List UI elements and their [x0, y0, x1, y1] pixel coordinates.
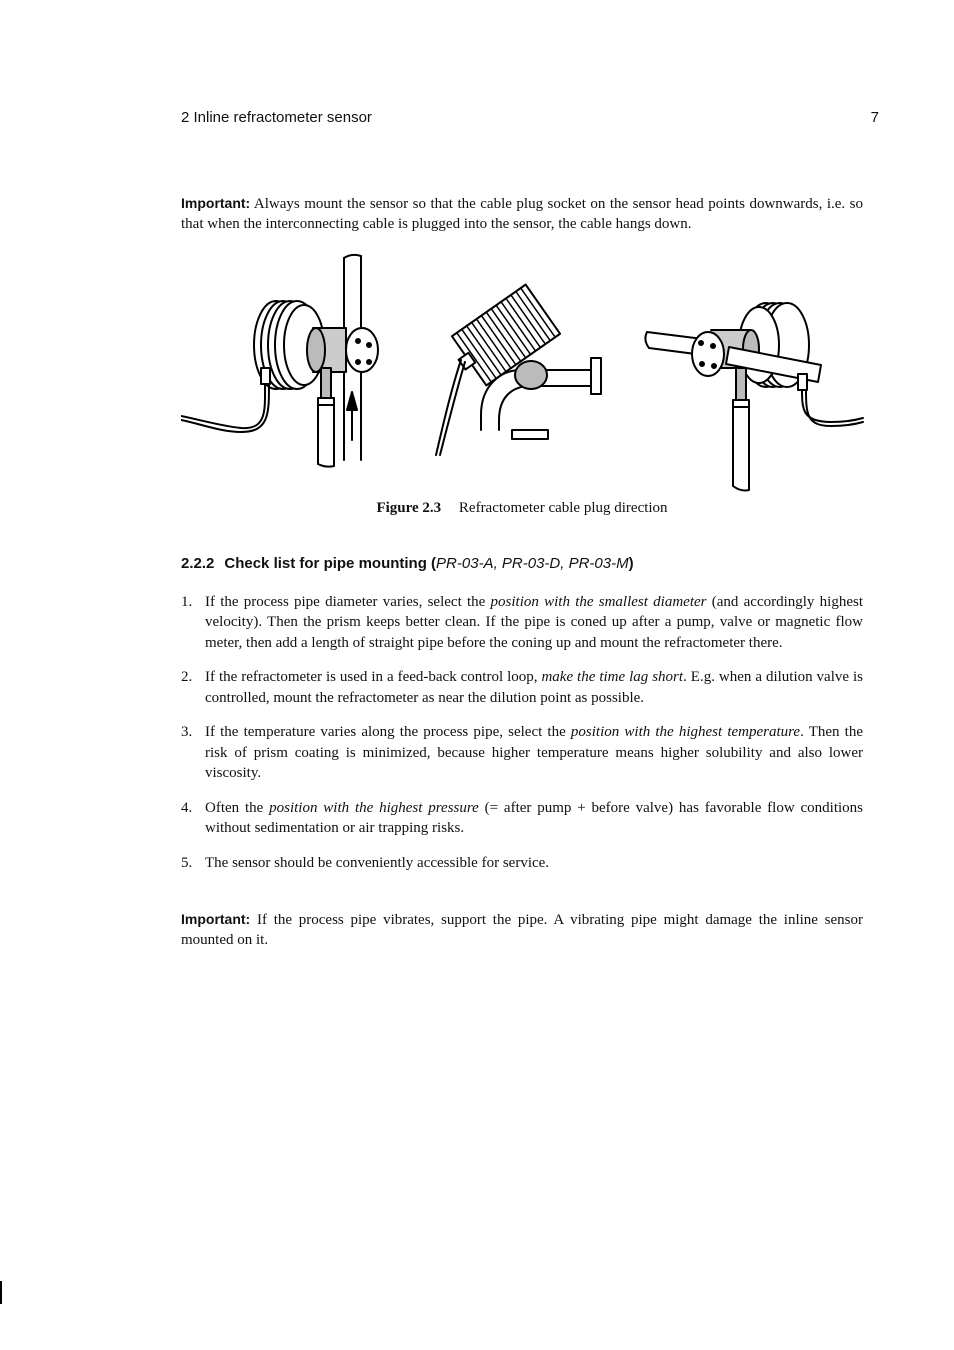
important-label: Important: — [181, 911, 251, 927]
list-text: The sensor should be conveniently accessible for service. — [205, 854, 550, 871]
list-item — [181, 592, 863, 653]
list-item — [181, 667, 863, 708]
section-models: PR-03-A, PR-03-D, PR-03-M — [436, 555, 629, 572]
sensor-vertical-pipe — [181, 255, 378, 467]
figure-caption-text: Refractometer cable plug direction — [458, 500, 668, 516]
list-text: (and accordingly highest velocity). Then the prism keeps better clean. If the pipe is coned up after a pump, valve or magnetic flow meter, then add a length of straight pipe before the coning up and mount the refractometer there. — [205, 594, 863, 651]
figure-caption — [181, 500, 863, 517]
list-item — [181, 722, 863, 783]
section-title: Check list for pipe mounting ( — [224, 555, 437, 572]
list-text: (= after pump + before valve) has favorable flow conditions without sedimentation or air trapping risks. — [205, 799, 863, 837]
list-emphasis: make the time lag short — [541, 669, 684, 686]
list-item — [181, 853, 863, 873]
section-number: 2.2.2 — [181, 555, 215, 572]
list-text: If the process pipe diameter varies, select the — [205, 594, 491, 610]
figure-refractometer-mounting — [181, 250, 871, 495]
list-text: . Then the risk of prism coating is minimized, because higher temperature means higher solubility and also lower viscosity. — [205, 724, 864, 782]
important-note-2 — [181, 909, 863, 951]
important-text: If the process pipe vibrates, support the pipe. A vibrating pipe might damage the inline sensor mounted on it. — [181, 912, 864, 949]
sensor-horizontal-pipe — [645, 303, 863, 491]
list-number: 4. — [181, 799, 193, 816]
list-emphasis: position with the highest pressure — [269, 799, 479, 816]
important-label: Important: — [181, 195, 251, 211]
list-item — [181, 798, 863, 839]
list-number: 1. — [181, 594, 193, 610]
checklist — [181, 592, 863, 888]
important-note-1 — [181, 193, 863, 235]
list-text: . E.g. when a dilution valve is controlled, mount the refractometer as near the dilution point as possible. — [205, 669, 864, 706]
list-number: 2. — [181, 669, 193, 686]
margin-mark — [0, 1281, 2, 1304]
section-title-close: ) — [628, 555, 634, 572]
list-emphasis: position with the smallest diameter — [490, 594, 707, 610]
list-text: If the refractometer is used in a feed-back control loop, — [205, 669, 542, 686]
sensor-elbow-pipe — [436, 285, 601, 455]
chapter-title: 2 Inline refractometer sensor — [181, 109, 372, 126]
list-number: 5. — [181, 854, 193, 871]
page-number: 7 — [870, 109, 879, 126]
list-number: 3. — [181, 724, 193, 741]
figure-label: Figure 2.3 — [376, 500, 442, 516]
section-heading — [181, 555, 634, 572]
page-header — [181, 109, 879, 129]
list-text: If the temperature varies along the process pipe, select the — [205, 724, 571, 741]
list-emphasis: position with the highest temperature — [570, 724, 801, 741]
important-text: Always mount the sensor so that the cable plug socket on the sensor head points downwards, i.e. so that when the interconnecting cable is plugged into the sensor, the cable hangs down. — [181, 196, 863, 233]
list-text: Often the — [205, 799, 270, 816]
